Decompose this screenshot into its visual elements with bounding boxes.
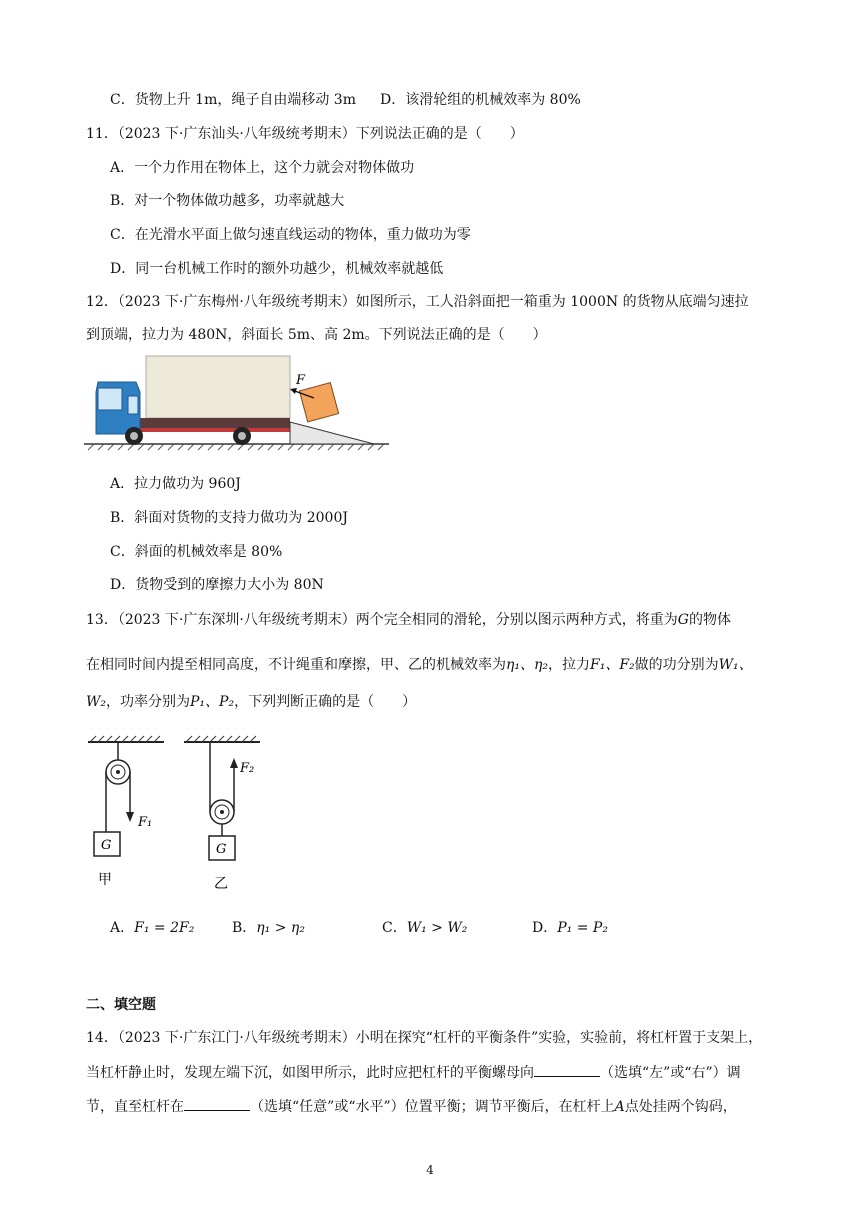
q13-stem-line3: W₂，功率分别为P₁、P₂，下列判断正确的是（ ） xyxy=(86,694,417,710)
label-yi: 乙 xyxy=(214,876,228,892)
weight-label-g1: G xyxy=(101,838,112,853)
q14-blank-2[interactable] xyxy=(184,1096,250,1111)
q13-option-d: D．P₁ = P₂ xyxy=(532,920,608,936)
truck-incline-figure xyxy=(84,352,394,462)
q12-stem-line2: 到顶端，拉力为 480N，斜面长 5m、高 2m。下列说法正确的是（ ） xyxy=(86,327,547,343)
q14-line2: 当杠杆静止时，发现左端下沉，如图甲所示，此时应把杠杆的平衡螺母向 （选填“左”或“右”）调 xyxy=(86,1062,741,1083)
q10-option-d: D．该滑轮组的机械效率为 80% xyxy=(380,92,581,108)
q13-option-c: C．W₁ > W₂ xyxy=(382,920,468,936)
q12-option-a: A．拉力做功为 960J xyxy=(110,476,241,492)
force-label-f: F xyxy=(296,373,306,388)
q11-option-b: B．对一个物体做功越多，功率就越大 xyxy=(110,193,345,209)
q13-stem-line2: 在相同时间内提至相同高度，不计绳重和摩擦，甲、乙的机械效率为η₁、η₂，拉力F₁、F₂做的功分别为W₁、 xyxy=(86,657,753,673)
q11-option-d: D．同一台机械工作时的额外功越少，机械效率就越低 xyxy=(110,261,444,277)
q11-stem: 11．（2023 下·广东汕头·八年级统考期末）下列说法正确的是（ ） xyxy=(86,126,524,142)
q14-line3: 节，直至杠杆在 （选填“任意”或“水平”）位置平衡；调节平衡后，在杠杆上A点处挂两个钩码， xyxy=(86,1096,737,1117)
q11-option-c: C．在光滑水平面上做匀速直线运动的物体，重力做功为零 xyxy=(110,227,471,243)
weight-label-g2: G xyxy=(216,842,227,857)
label-jia: 甲 xyxy=(98,872,112,888)
pulley-figure xyxy=(84,728,284,898)
q13-option-a: A．F₁ = 2F₂ xyxy=(110,920,195,936)
q13-option-b: B．η₁ > η₂ xyxy=(232,920,305,936)
q14-line1: 14．（2023 下·广东江门·八年级统考期末）小明在探究“杠杆的平衡条件”实验，实验前，将杠杆置于支架上， xyxy=(86,1030,763,1046)
q12-option-b: B．斜面对货物的支持力做功为 2000J xyxy=(110,510,348,526)
q12-stem-line1: 12．（2023 下·广东梅州·八年级统考期末）如图所示，工人沿斜面把一箱重为 1000N 的货物从底端匀速拉 xyxy=(86,294,749,310)
section-title-fill-in: 二、填空题 xyxy=(86,997,156,1013)
q12-option-c: C．斜面的机械效率是 80% xyxy=(110,544,283,560)
q10-option-c: C．货物上升 1m，绳子自由端移动 3m xyxy=(110,92,356,108)
q12-option-d: D．货物受到的摩擦力大小为 80N xyxy=(110,577,324,593)
force-label-f2: F₂ xyxy=(240,761,255,776)
force-label-f1: F₁ xyxy=(138,815,153,830)
q11-option-a: A．一个力作用在物体上，这个力就会对物体做功 xyxy=(110,160,415,176)
q14-blank-1[interactable] xyxy=(534,1062,600,1077)
page-number: 4 xyxy=(426,1163,434,1177)
q13-stem-line1: 13．（2023 下·广东深圳·八年级统考期末）两个完全相同的滑轮，分别以图示两种方式，将重为G的物体 xyxy=(86,612,731,628)
